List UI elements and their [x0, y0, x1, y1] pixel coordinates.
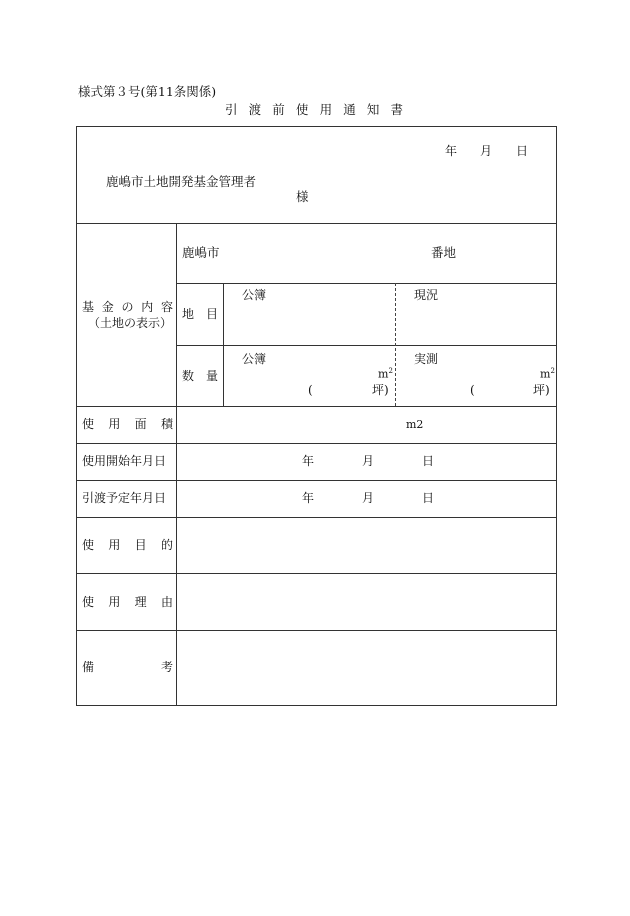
label-char: 由 [160, 595, 173, 609]
label-char: 用 [108, 595, 121, 609]
survey-tsubo-open: ( [470, 383, 475, 397]
label-char: 金 [101, 300, 114, 314]
quantity-registry-label: 公簿 [242, 352, 267, 366]
addressee: 鹿嶋市土地開発基金管理者 [106, 174, 257, 189]
survey-tsubo-close: 坪) [533, 383, 550, 397]
border-right [556, 126, 557, 706]
honorific: 様 [296, 189, 309, 204]
label-char: 用 [108, 538, 121, 552]
registry-sqm-unit: $m^2$ [378, 367, 393, 381]
fund-dashed-divider [395, 283, 396, 406]
survey-sqm-unit: $m^2$ [540, 367, 555, 381]
usage-reason-label [82, 596, 173, 608]
border-left [76, 126, 77, 706]
title-char: 書 [390, 102, 403, 117]
transfer-date-label: 引渡予定年月日 [82, 491, 167, 505]
transfer-date-year: 年 [302, 491, 315, 505]
label-char: 目 [205, 307, 218, 321]
border-bottom [76, 705, 557, 706]
title-char: 用 [319, 102, 333, 117]
row-divider [76, 573, 557, 574]
start-date-year: 年 [302, 454, 315, 468]
registry-label: 公簿 [242, 288, 267, 302]
usage-purpose-label [82, 539, 173, 551]
title-char: 使 [295, 102, 309, 117]
label-char: の [121, 300, 134, 314]
fund-sublabel-divider [223, 283, 224, 407]
city-name: 鹿嶋市 [182, 245, 220, 260]
transfer-date-month: 月 [362, 491, 375, 505]
remarks-label [82, 661, 173, 673]
fund-contents-label [82, 301, 173, 313]
header-date-year: 年 [445, 144, 458, 158]
title-char: 前 [272, 102, 285, 117]
start-date-month: 月 [362, 454, 375, 468]
label-char: 容 [160, 300, 173, 314]
label-char: 内 [141, 300, 154, 314]
label-char: 備 [82, 660, 95, 674]
label-char: 地 [182, 307, 195, 321]
title-char: 通 [343, 102, 356, 117]
land-category-label [182, 308, 218, 320]
document-title [225, 104, 403, 117]
usage-start-date-label: 使用開始年月日 [82, 454, 167, 468]
fund-inner-divider [176, 345, 557, 346]
label-char: 使 [82, 595, 95, 609]
row-divider [76, 630, 557, 631]
quantity-label [182, 370, 218, 382]
border-top [76, 126, 557, 127]
row-divider [76, 443, 557, 444]
title-char: 引 [225, 102, 238, 117]
title-char: 渡 [248, 102, 262, 117]
row-divider [76, 480, 557, 481]
usage-area-label [82, 418, 173, 430]
title-char: 知 [366, 102, 380, 117]
label-char: 使 [82, 538, 95, 552]
label-char: 目 [134, 538, 147, 552]
registry-tsubo-open: ( [308, 383, 313, 397]
label-char: 数 [182, 369, 195, 383]
lot-number-label: 番地 [431, 245, 457, 260]
header-date-day: 日 [516, 144, 529, 158]
label-char: 面 [134, 417, 147, 431]
start-date-day: 日 [422, 454, 435, 468]
quantity-survey-label: 実測 [414, 352, 439, 366]
row-divider [76, 406, 557, 407]
label-column-divider [176, 223, 177, 706]
label-char: 積 [160, 417, 173, 431]
row-divider [76, 223, 557, 224]
label-char: 考 [160, 660, 173, 674]
form-number: 様式第３号(第11条関係) [78, 84, 217, 99]
label-char: 量 [205, 369, 218, 383]
label-char: 用 [108, 417, 121, 431]
label-char: 基 [82, 300, 95, 314]
registry-tsubo-close: 坪) [372, 383, 389, 397]
actual-status-label: 現況 [414, 288, 439, 302]
header-date-month: 月 [480, 144, 493, 158]
fund-inner-divider [176, 283, 557, 284]
land-display-sublabel: （土地の表示） [88, 316, 173, 330]
row-divider [76, 517, 557, 518]
label-char: 使 [82, 417, 95, 431]
label-char: 的 [160, 538, 173, 552]
label-char: 理 [134, 595, 147, 609]
usage-area-unit: m2 [406, 418, 424, 431]
transfer-date-day: 日 [422, 491, 435, 505]
